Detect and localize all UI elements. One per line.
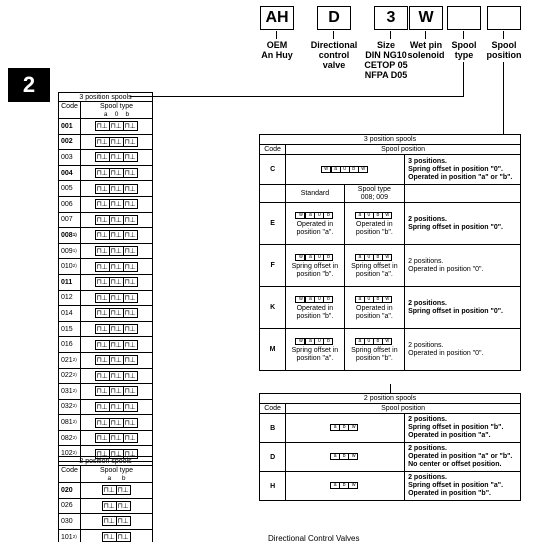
spool-type-cell	[81, 259, 153, 275]
spool-type-cell	[81, 514, 153, 530]
spool-code: 014	[59, 306, 81, 322]
table-row	[260, 203, 521, 245]
row-code: E	[260, 203, 286, 245]
spool-type-cell	[81, 150, 153, 166]
spool-type-cell	[81, 430, 153, 446]
spool-code: 022$^{2)}$	[59, 368, 81, 384]
ab-label-row: a b	[81, 475, 153, 483]
spool-symbol: ⊓⊥ ⊓⊥	[103, 486, 129, 495]
spool-symbol: ⊓⊥ ⊓⊥	[103, 533, 129, 542]
code-box-spool-position	[487, 6, 521, 30]
spool-code: 009$^{1)}$	[59, 243, 81, 259]
spool-type-cell	[81, 228, 153, 244]
standard-note: Operated in position "b".	[296, 304, 334, 320]
spool-type-cell	[81, 321, 153, 337]
table-row	[59, 150, 153, 166]
spool-symbol: ⊓⊥ ⊓⊥ ⊓⊥	[96, 122, 136, 131]
table-row	[260, 472, 521, 501]
code-box-valve: D	[317, 6, 351, 30]
symbol-standard: ᴡ a 0 b Spring offset in position "a".	[286, 329, 344, 371]
symbol-2pos: a b ᴡ	[286, 472, 405, 501]
spool-type-cell	[81, 134, 153, 150]
alt-note: Spring offset in position "a".	[351, 262, 398, 278]
spool-symbol: ⊓⊥ ⊓⊥ ⊓⊥	[96, 418, 136, 427]
spool-code: 081$^{2)}$	[59, 415, 81, 431]
spool-code: 003	[59, 150, 81, 166]
col-header-spool-type: Spool type	[81, 102, 153, 111]
table-row	[59, 514, 153, 530]
spool-symbol: ⊓⊥ ⊓⊥ ⊓⊥	[96, 153, 136, 162]
spool-symbol: ⊓⊥ ⊓⊥ ⊓⊥	[96, 231, 136, 240]
table-row	[59, 134, 153, 150]
table-caption: 3 position spools	[59, 93, 153, 102]
table-row	[59, 498, 153, 514]
table-row	[59, 212, 153, 228]
spool-type-cell	[81, 212, 153, 228]
col-header-spool-type: Spool type	[81, 466, 153, 475]
table-row	[59, 399, 153, 415]
spool-code: 030	[59, 514, 81, 530]
spool-symbol: ⊓⊥ ⊓⊥ ⊓⊥	[96, 247, 136, 256]
code-box-solenoid: W	[409, 6, 443, 30]
spool-symbol: ⊓⊥ ⊓⊥ ⊓⊥	[96, 278, 136, 287]
table-row	[59, 274, 153, 290]
spool-code: 031$^{2)}$	[59, 384, 81, 400]
table-row	[260, 443, 521, 472]
spool-type-cell	[81, 181, 153, 197]
spool-code: 032$^{2)}$	[59, 399, 81, 415]
row-code: H	[260, 472, 286, 501]
position-desc: 2 positions. Operated in position "0".	[405, 329, 521, 371]
spool-type-cell	[81, 368, 153, 384]
spool-symbol: ⊓⊥ ⊓⊥ ⊓⊥	[96, 184, 136, 193]
spool-type-cell	[81, 337, 153, 353]
symbol-alt: a 0 b ᴡ Operated in position "a".	[344, 287, 404, 329]
alt-note: Spring offset in position "b".	[351, 346, 398, 362]
three-position-spool-position-table	[259, 134, 521, 371]
two-position-spool-position-table	[259, 393, 521, 501]
table-row	[59, 119, 153, 135]
table-row	[59, 290, 153, 306]
table-row	[59, 321, 153, 337]
row-code: D	[260, 443, 286, 472]
row-code: F	[260, 245, 286, 287]
three-position-spool-table	[58, 92, 153, 462]
spool-symbol: ⊓⊥ ⊓⊥ ⊓⊥	[96, 309, 136, 318]
spool-code: 011	[59, 274, 81, 290]
col-header-spool-position: Spool position	[286, 404, 521, 414]
spool-code: 021$^{2)}$	[59, 352, 81, 368]
spool-symbol: ⊓⊥ ⊓⊥ ⊓⊥	[96, 262, 136, 271]
position-desc: 2 positions. Spring offset in position "a". Operated in position "b".	[405, 472, 521, 501]
table-row	[59, 415, 153, 431]
table-row	[260, 329, 521, 371]
standard-note: Spring offset in position "a".	[291, 346, 339, 362]
spool-type-cell	[81, 415, 153, 431]
two-position-spool-table	[58, 456, 153, 542]
table-row	[59, 483, 153, 499]
code-box-oem: AH	[260, 6, 294, 30]
spool-type-cell	[81, 196, 153, 212]
spool-symbol: ⊓⊥ ⊓⊥ ⊓⊥	[96, 325, 136, 334]
symbol-2pos: a b ᴡ	[286, 414, 405, 443]
symbol-standard: ᴡ a 0 b Operated in position "b".	[286, 287, 344, 329]
row-code: B	[260, 414, 286, 443]
row-code: C	[260, 155, 286, 185]
spool-symbol: ⊓⊥ ⊓⊥ ⊓⊥	[96, 434, 136, 443]
table-row	[260, 245, 521, 287]
connector-spool-type	[463, 62, 464, 96]
col-header-code: Code	[260, 404, 286, 414]
col-header-code: Code	[59, 466, 81, 475]
spool-type-cell	[81, 399, 153, 415]
table-row	[260, 414, 521, 443]
spool-code: 026	[59, 498, 81, 514]
spool-type-cell	[81, 498, 153, 514]
symbol-2pos: a b ᴡ	[286, 443, 405, 472]
position-desc: 2 positions. Operated in position "0".	[405, 245, 521, 287]
spool-type-cell	[81, 352, 153, 368]
alt-note: Operated in position "b".	[355, 220, 393, 236]
table-caption: 3 position spools	[260, 135, 521, 145]
spool-code: 006	[59, 196, 81, 212]
spool-symbol: ⊓⊥ ⊓⊥ ⊓⊥	[96, 449, 136, 458]
spool-symbol: ⊓⊥ ⊓⊥ ⊓⊥	[96, 200, 136, 209]
spool-code: 002	[59, 134, 81, 150]
label-spool-position: Spool position	[486, 40, 522, 60]
code-box-size: 3	[374, 6, 408, 30]
spool-symbol: ⊓⊥ ⊓⊥ ⊓⊥	[96, 169, 136, 178]
spool-symbol: ⊓⊥ ⊓⊥ ⊓⊥	[96, 387, 136, 396]
spool-symbol: ⊓⊥ ⊓⊥ ⊓⊥	[96, 356, 136, 365]
alt-note: Operated in position "a".	[355, 304, 393, 320]
section-number-badge: 2	[8, 68, 50, 102]
symbol-alt: a 0 b ᴡ Spring offset in position "b".	[344, 329, 404, 371]
spool-code: 010$^{2)}$	[59, 259, 81, 275]
table-row	[59, 352, 153, 368]
standard-note: Spring offset in position "b".	[291, 262, 339, 278]
table-row	[59, 243, 153, 259]
standard-note: Operated in position "a".	[296, 220, 334, 236]
table-row	[59, 529, 153, 542]
spool-symbol: ⊓⊥ ⊓⊥ ⊓⊥	[96, 371, 136, 380]
spool-symbol: ⊓⊥ ⊓⊥ ⊓⊥	[96, 215, 136, 224]
code-box-spool-type	[447, 6, 481, 30]
spool-type-cell	[81, 483, 153, 499]
page-footer: Directional Control Valves	[268, 534, 360, 542]
spool-type-cell	[81, 119, 153, 135]
spool-code: 015	[59, 321, 81, 337]
col-spool-type-008-009: Spool type 008; 009	[344, 185, 404, 203]
table-row	[59, 306, 153, 322]
col-header-code: Code	[59, 102, 81, 111]
table-row	[59, 181, 153, 197]
table-caption: 2 position spools	[59, 457, 153, 466]
table-row	[59, 259, 153, 275]
spool-type-cell	[81, 243, 153, 259]
spool-type-cell	[81, 384, 153, 400]
spool-type-cell	[81, 274, 153, 290]
table-caption: 2 position spools	[260, 394, 521, 404]
position-desc: 2 positions. Spring offset in position "0".	[405, 287, 521, 329]
table-row	[59, 196, 153, 212]
table-row	[59, 337, 153, 353]
spool-code: 016	[59, 337, 81, 353]
col-header-code: Code	[260, 145, 286, 155]
symbol-alt: a 0 b ᴡ Spring offset in position "a".	[344, 245, 404, 287]
col-header-spool-position: Spool position	[286, 145, 521, 155]
table-row	[59, 165, 153, 181]
table-row	[59, 430, 153, 446]
symbol-standard: ᴡ a 0 b Spring offset in position "b".	[286, 245, 344, 287]
spool-code: 001	[59, 119, 81, 135]
spool-symbol: ⊓⊥ ⊓⊥ ⊓⊥	[96, 137, 136, 146]
spool-symbol: ⊓⊥ ⊓⊥ ⊓⊥	[96, 293, 136, 302]
symbol-standard: ᴡ a 0 b Operated in position "a".	[286, 203, 344, 245]
label-oem: OEM An Huy	[261, 40, 293, 60]
spool-code: 012	[59, 290, 81, 306]
position-desc: 2 positions. Spring offset in position "b". Operated in position "a".	[405, 414, 521, 443]
desc-c: 3 positions. Spring offset in position "0". Operated in position "a" or "b".	[405, 155, 521, 185]
spool-type-cell	[81, 306, 153, 322]
symbol-alt: a 0 b ᴡ Operated in position "b".	[344, 203, 404, 245]
symbol-c: ᴡ a 0 b ᴡ	[286, 155, 405, 185]
row-code: K	[260, 287, 286, 329]
connector-spool-position	[503, 62, 504, 134]
ab-label-row: a 0 b	[81, 111, 153, 119]
spool-code: 020	[59, 483, 81, 499]
position-desc: 2 positions. Spring offset in position "0".	[405, 203, 521, 245]
row-code: M	[260, 329, 286, 371]
spool-code: 004	[59, 165, 81, 181]
label-solenoid: Wet pin solenoid	[407, 40, 445, 60]
spool-symbol: ⊓⊥ ⊓⊥	[103, 501, 129, 510]
spool-code: 082$^{2)}$	[59, 430, 81, 446]
spool-code: 008$^{1)}$	[59, 228, 81, 244]
position-desc: 2 positions. Operated in position "a" or "b". No center or offset position.	[405, 443, 521, 472]
label-size: Size DIN NG10 CETOP 05 NFPA D05	[364, 40, 408, 80]
spool-symbol: ⊓⊥ ⊓⊥ ⊓⊥	[96, 402, 136, 411]
spool-type-cell	[81, 165, 153, 181]
table-row	[59, 384, 153, 400]
spool-code: 005	[59, 181, 81, 197]
table-row	[59, 228, 153, 244]
spool-symbol: ⊓⊥ ⊓⊥	[103, 517, 129, 526]
table-row	[59, 368, 153, 384]
spool-code: 102$^{2)}$	[59, 446, 81, 462]
spool-code: 101$^{2)}$	[59, 529, 81, 542]
spool-symbol: ⊓⊥ ⊓⊥ ⊓⊥	[96, 340, 136, 349]
label-valve: Directional control valve	[310, 40, 358, 70]
label-spool-type: Spool type	[451, 40, 477, 60]
spool-type-cell	[81, 290, 153, 306]
spool-code: 007	[59, 212, 81, 228]
col-standard: Standard	[286, 185, 344, 203]
table-row	[260, 287, 521, 329]
spool-type-cell	[81, 529, 153, 542]
